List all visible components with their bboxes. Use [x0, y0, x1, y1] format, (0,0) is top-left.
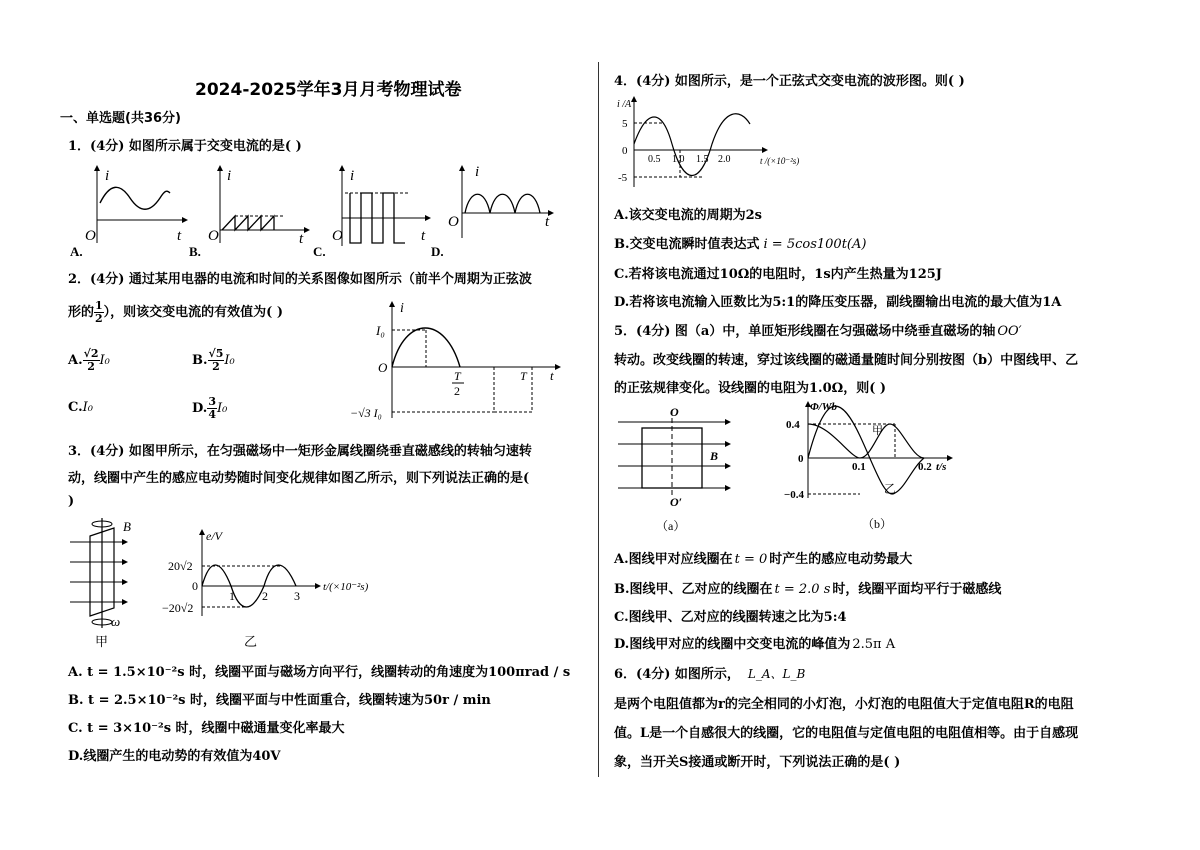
- svg-text:5: 5: [622, 118, 628, 130]
- svg-text:T: T: [520, 369, 527, 383]
- exam-title: 2024-2025学年3月月考物理试卷: [195, 80, 462, 100]
- svg-text:−20√2: −20√2: [162, 601, 194, 615]
- q1-stem: 1．(4分) 如图所示属于交变电流的是( ): [68, 139, 302, 154]
- svg-text:t/(×10⁻²s): t/(×10⁻²s): [323, 581, 369, 593]
- q1-graph-a: [70, 166, 187, 258]
- svg-text:t: t: [550, 368, 554, 383]
- svg-text:t: t: [421, 228, 426, 244]
- svg-text:Φ/Wb: Φ/Wb: [810, 401, 838, 413]
- q1a-i-label: i: [105, 168, 110, 184]
- q4-stem: 4．(4分) 如图所示，是一个正弦式交变电流的波形图。则( ): [614, 74, 965, 89]
- column-divider: [598, 62, 599, 777]
- svg-text:O′: O′: [670, 495, 683, 509]
- q4-graph: [612, 92, 812, 192]
- svg-text:2.0: 2.0: [718, 154, 731, 165]
- svg-text:1: 1: [229, 589, 235, 603]
- q5-option-c[interactable]: C.图线甲、乙对应的线圈转速之比为5:4: [614, 610, 847, 625]
- q6-stem: 6．(4分) 如图所示， L_A、L_B: [614, 667, 806, 682]
- q5-figure-a: [612, 402, 742, 537]
- svg-text:2: 2: [454, 384, 460, 398]
- svg-text:20√2: 20√2: [168, 559, 193, 573]
- q4-option-c[interactable]: C.若将该电流通过10Ω的电阻时，1s内产生热量为125J: [614, 267, 942, 282]
- q3-stem-line3: ): [68, 494, 75, 509]
- q1-figures: [65, 158, 565, 258]
- q5-option-b[interactable]: B.图线甲、乙对应的线圈在 t = 2.0 s 时，线圈平面均平行于磁感线: [614, 582, 1002, 597]
- q2-option-a[interactable]: A. $\frac{√2}{2}$ I₀: [68, 347, 110, 373]
- q3-option-c[interactable]: C. t = 3×10⁻²s 时，线圈中磁通量变化率最大: [68, 721, 345, 736]
- svg-text:T: T: [454, 369, 461, 383]
- svg-text:e/V: e/V: [206, 529, 222, 543]
- svg-text:−√3 I₀: −√3 I₀: [350, 406, 382, 420]
- svg-text:i: i: [475, 164, 480, 180]
- q5-option-a[interactable]: A.图线甲对应线圈在 t = 0 时产生的感应电动势最大: [614, 552, 913, 567]
- q6-stem-line3: 值。L是一个自感很大的线圈，它的电阻值与定值电阻的电阻值相等。由于自感现: [614, 726, 1079, 741]
- svg-text:O: O: [448, 214, 459, 230]
- svg-text:1.0: 1.0: [672, 154, 685, 165]
- q1-opt-d: D.: [431, 244, 444, 258]
- q6-stem-line4: 象，当开关S接通或断开时，下列说法正确的是( ): [614, 755, 901, 770]
- q5-stem-line1: 5．(4分) 图（a）中，单匝矩形线圈在匀强磁场中绕垂直磁场的轴 OO′: [614, 324, 1022, 339]
- q4-option-b[interactable]: B.交变电流瞬时值表达式 i = 5cos100t(A): [614, 237, 867, 252]
- svg-text:B: B: [710, 449, 719, 463]
- svg-text:0.4: 0.4: [786, 419, 800, 431]
- q5-stem-line2: 转动。改变线圈的转速，穿过该线圈的磁通量随时间分别按图（b）中图线甲、乙: [614, 353, 1079, 368]
- svg-text:0: 0: [798, 453, 804, 465]
- svg-text:乙: 乙: [884, 482, 897, 496]
- svg-text:i: i: [400, 301, 404, 316]
- q5-stem-line3: 的正弦规律变化。设线圈的电阻为1.0Ω，则( ): [614, 381, 887, 396]
- q1a-o-label: O: [85, 228, 96, 244]
- svg-text:O: O: [670, 405, 679, 419]
- q3-stem-line1: 3．(4分) 如图甲所示，在匀强磁场中一矩形金属线圈绕垂直磁感线的转轴匀速转: [68, 444, 532, 459]
- q2-stem-line1: 2．(4分) 通过某用电器的电流和时间的关系图像如图所示（前半个周期为正弦波: [68, 272, 532, 287]
- q1-graph-d: [431, 164, 553, 258]
- svg-text:i: i: [350, 168, 355, 184]
- q5-option-d[interactable]: D.图线甲对应的线圈中交变电流的峰值为 2.5π A: [614, 637, 896, 652]
- q1a-t-label: t: [177, 228, 182, 244]
- svg-text:0: 0: [192, 579, 198, 593]
- q3-figure-graph: [160, 528, 400, 650]
- q3-figure-coil: [65, 516, 150, 651]
- svg-text:甲: 甲: [95, 634, 109, 649]
- svg-text:0: 0: [622, 145, 628, 157]
- svg-text:（b）: （b）: [862, 517, 893, 531]
- svg-text:t/s: t/s: [936, 461, 947, 473]
- svg-text:0.5: 0.5: [648, 154, 661, 165]
- svg-text:（a）: （a）: [656, 519, 686, 533]
- svg-text:I₀: I₀: [376, 323, 385, 338]
- svg-text:O: O: [208, 228, 219, 244]
- svg-text:ω: ω: [111, 614, 121, 629]
- q5-figure-b: [780, 398, 960, 538]
- svg-text:i: i: [227, 168, 232, 184]
- svg-text:−0.4: −0.4: [784, 489, 805, 501]
- svg-text:O: O: [378, 360, 388, 375]
- q4-option-d[interactable]: D.若将该电流输入匝数比为5:1的降压变压器，副线圈输出电流的最大值为1A: [614, 295, 1062, 310]
- q3-option-b[interactable]: B. t = 2.5×10⁻²s 时，线圈平面与中性面重合，线圈转速为50r / min: [68, 693, 491, 708]
- svg-text:0.2: 0.2: [918, 461, 932, 473]
- q2-option-b[interactable]: B. $\frac{√5}{2}$ I₀: [192, 347, 235, 373]
- svg-text:B: B: [123, 519, 131, 534]
- svg-text:t: t: [545, 214, 550, 230]
- q3-option-a[interactable]: A. t = 1.5×10⁻²s 时，线圈平面与磁场方向平行，线圈转动的角速度为100πrad / s: [68, 665, 571, 680]
- section-heading: 一、单选题(共36分): [60, 111, 181, 126]
- svg-text:i /A: i /A: [617, 99, 632, 110]
- q4-option-a[interactable]: A.该交变电流的周期为2s: [614, 208, 762, 223]
- svg-text:2: 2: [262, 589, 268, 603]
- q1-opt-b: B.: [189, 244, 201, 258]
- svg-text:1.5: 1.5: [696, 154, 709, 165]
- q1-graph-b: [189, 166, 309, 258]
- q2-option-d[interactable]: D. $\frac{3}{4}$ I₀: [192, 395, 228, 421]
- q1-opt-a: A.: [70, 244, 83, 258]
- svg-text:-5: -5: [618, 172, 628, 184]
- svg-text:O: O: [332, 228, 343, 244]
- q6-stem-line2: 是两个电阻值都为r的完全相同的小灯泡，小灯泡的电阻值大于定值电阻R的电阻: [614, 697, 1074, 712]
- q3-stem-line2: 动，线圈中产生的感应电动势随时间变化规律如图乙所示，则下列说法正确的是(: [68, 471, 530, 486]
- svg-text:t: t: [299, 231, 304, 247]
- q2-stem-line2: 形的 $\frac{1}{2}$ ），则该交变电流的有效值为( ): [68, 299, 283, 325]
- svg-text:3: 3: [294, 589, 300, 603]
- q3-option-d[interactable]: D.线圈产生的电动势的有效值为40V: [68, 749, 281, 764]
- svg-text:甲: 甲: [872, 425, 883, 437]
- q1-graph-c: [313, 166, 430, 258]
- q2-option-c[interactable]: C.I₀: [68, 400, 94, 415]
- svg-text:t /(×10⁻²s): t /(×10⁻²s): [760, 156, 800, 166]
- q2-graph: [350, 300, 565, 425]
- svg-text:0.1: 0.1: [852, 461, 866, 473]
- svg-text:乙: 乙: [244, 634, 258, 649]
- q1-opt-c: C.: [313, 244, 326, 258]
